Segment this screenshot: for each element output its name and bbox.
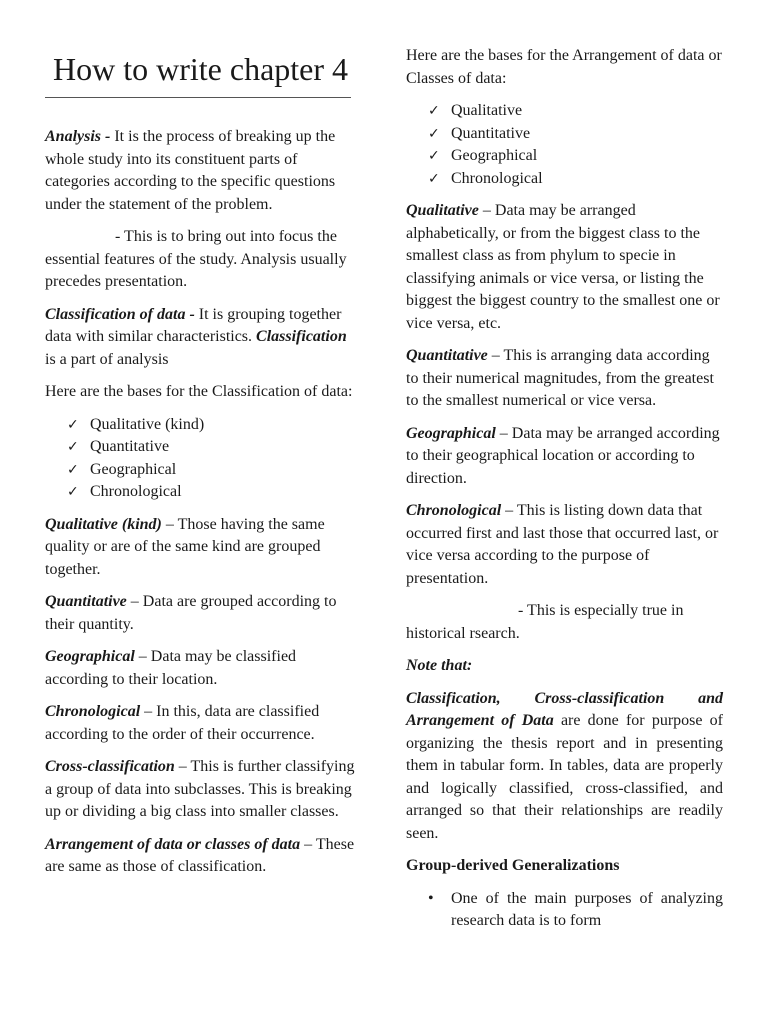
list-item: ✓ Qualitative: [428, 100, 723, 123]
checkmark-icon: ✓: [428, 103, 440, 119]
list-item: • One of the main purposes of analyzing research data is to form: [428, 889, 723, 929]
right-column: [406, 0, 723, 933]
list-item: ✓ Quantitative: [67, 436, 361, 459]
list-item: ✓ Geographical: [428, 145, 723, 168]
chronological-continuation: - This is especially true in historical rsearch.: [406, 602, 684, 642]
list-item: ✓ Qualitative (kind): [67, 414, 361, 437]
checkmark-icon: ✓: [428, 148, 440, 164]
generalizations-list: [406, 888, 723, 933]
list-item: ✓ Quantitative: [428, 123, 723, 146]
classification-term-2: Classification: [256, 328, 347, 345]
definition-chronological: Chronological – In this, data are classified according to the order of their occurrence.: [45, 703, 320, 743]
analysis-term: Analysis -: [45, 128, 111, 145]
classification-paragraph: [45, 304, 361, 372]
left-column: [45, 0, 361, 889]
checkmark-icon: ✓: [67, 484, 79, 500]
definition-geographical: Geographical – Data may be classified according to their location.: [45, 648, 297, 688]
analysis-paragraph: [45, 126, 361, 216]
classification-bases-list: [45, 414, 361, 504]
arrangement-quantitative: Quantitative – This is arranging data according to their numerical magnitudes, from the greatest to the smallest numerical or vice versa.: [406, 347, 714, 409]
list-item: ✓ Geographical: [67, 459, 361, 482]
definition-qualitative: Qualitative (kind) – Those having the same quality or are of the same kind are grouped together.: [45, 515, 325, 578]
arrangement-bases-intro: Here are the bases for the Arrangement of data or Classes of data:: [406, 47, 722, 87]
section-heading: Group-derived Generalizations: [406, 857, 620, 874]
checkmark-icon: ✓: [428, 170, 440, 187]
note-label: Note that:: [406, 657, 473, 674]
page-title: How to write chapter 4: [53, 51, 349, 87]
checkmark-icon: ✓: [67, 416, 79, 433]
definition-cross-classification: Cross-classification – This is further classifying a group of data into subclasses. This is breaking up or dividing a big class into smaller classes.: [45, 758, 355, 820]
classification-text: It is grouping together data with similar characteristics.: [45, 305, 342, 345]
arrangement-chronological: Chronological – This is listing down data that occurred first and last those that occurred last, or vice versa according to the purpose of presentation.: [406, 502, 719, 587]
bullet-icon: •: [428, 889, 434, 907]
checkmark-icon: ✓: [67, 461, 79, 478]
arrangement-geographical: Geographical – Data may be arranged according to their geographical location or according to direction.: [406, 424, 720, 487]
checkmark-icon: ✓: [428, 125, 440, 142]
list-item: ✓ Chronological: [428, 168, 723, 191]
classification-term: Classification of data -: [45, 305, 195, 323]
note-paragraph: Classification, Cross-classification and Arrangement of Data are done for purpose of organizing the thesis report and in presenting them in tabular form. In tables, data are properly and logically classified, cross-classified, and arranged so that their relationships are readily seen.: [406, 689, 724, 842]
list-item: ✓ Chronological: [67, 481, 361, 504]
arrangement-qualitative: Qualitative – Data may be arranged alphabetically, or from the biggest class to the smallest class as from phylum to specie in classifying animals or vice versa, or listing the biggest the biggest country to the smallest one or vice versa, etc.: [406, 202, 720, 332]
definition-arrangement: Arrangement of data or classes of data – These are same as those of classification.: [45, 835, 355, 875]
classification-text-2: is a part of analysis: [45, 350, 169, 368]
classification-bases-intro: Here are the bases for the Classification of data:: [45, 383, 353, 400]
arrangement-bases-list: [406, 100, 723, 190]
checkmark-icon: ✓: [67, 439, 79, 455]
analysis-continuation: - This is to bring out into focus the essential features of the study. Analysis usually precedes presentation.: [45, 228, 347, 290]
definition-quantitative: Quantitative – Data are grouped according to their quantity.: [45, 593, 337, 633]
analysis-text: It is the process of breaking up the whole study into its constituent parts of categories according to the specific questions under the statement of the problem.: [45, 128, 336, 213]
